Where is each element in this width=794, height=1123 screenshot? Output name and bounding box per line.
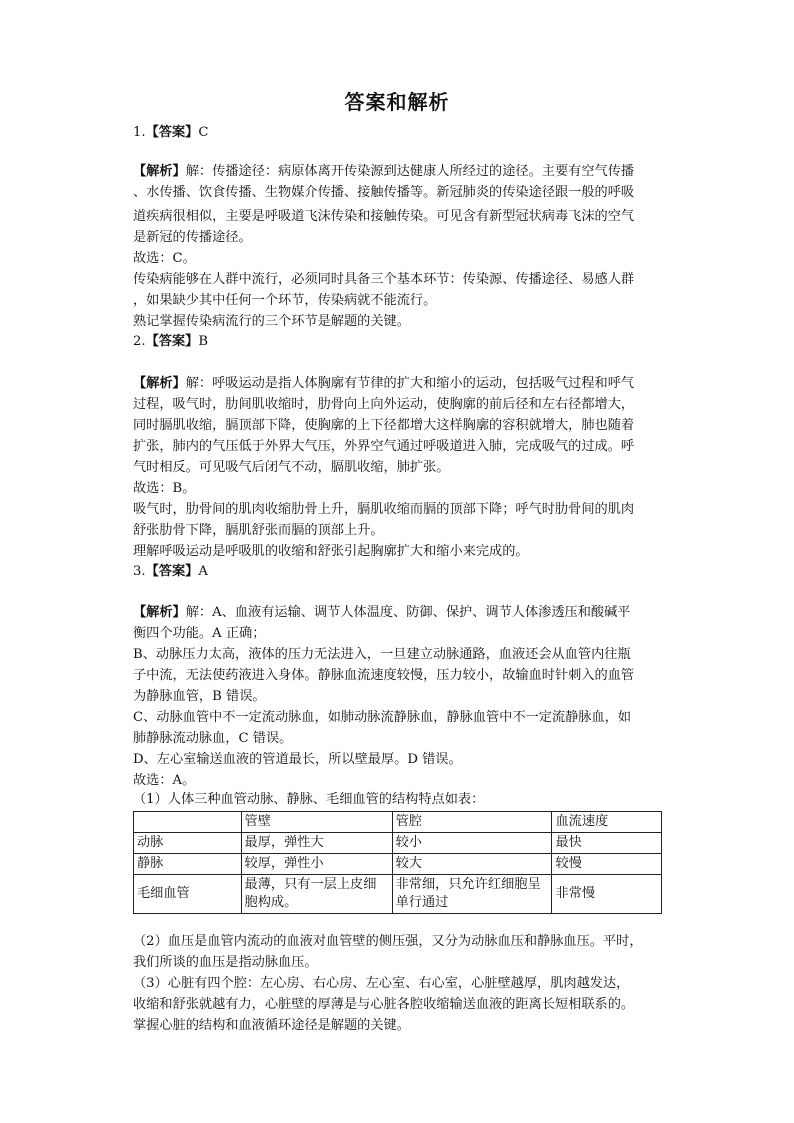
table-header-cell: 血流速度 <box>552 812 662 833</box>
q1-analysis-line-2: 、水传播、饮食传播、生物媒介传播、接触传播等。新冠肺炎的传染途径跟一般的呼吸 <box>133 185 635 200</box>
q3-table-caption: （1）人体三种血管动脉、静脉、毛细血管的结构特点如表： <box>133 792 485 807</box>
q2-answer: B <box>198 334 209 349</box>
table-cell: 非常慢 <box>552 875 662 914</box>
q1-answer-label: 【答案】 <box>145 125 199 140</box>
table-header-cell: 管腔 <box>392 812 552 833</box>
q1-summary: 熟记掌握传染病流行的三个环节是解题的关键。 <box>133 314 410 329</box>
q2-analysis-line-7: 吸气时，肋骨间的肌肉收缩肋骨上升，膈肌收缩而膈的顶部下降；呼气时肋骨间的肌肉 <box>133 502 635 517</box>
q3-summary: 掌握心脏的结构和血液循环途径是解题的关键。 <box>133 1018 410 1033</box>
q2-choice: 故选：B。 <box>133 481 196 496</box>
table-cell: 最厚，弹性大 <box>241 833 392 854</box>
q3-note-3-line-2: 收缩和舒张就越有力，心脏壁的厚薄是与心脏各腔收缩输送血液的距离长短相联系的。 <box>133 997 635 1012</box>
table-cell: 毛细血管 <box>134 875 242 914</box>
vessel-comparison-table <box>133 811 662 914</box>
q2-analysis-line-4: 扩张，肺内的气压低于外界大气压，外界空气通过呼吸道进入肺，完成吸气的过成。呼 <box>133 439 635 454</box>
q2-answer-line <box>133 333 208 351</box>
q3-analysis-line-1 <box>133 604 630 622</box>
table-row <box>134 854 662 875</box>
q1-answer-line <box>133 124 208 142</box>
q3-note-2-line-1: （2）血压是血管内流动的血液对血管壁的侧压强，又分为动脉血压和静脉血压。平时， <box>133 934 643 949</box>
table-cell: 较厚，弹性小 <box>241 854 392 875</box>
page-title: 答案和解析 <box>344 90 450 114</box>
table-header-row <box>134 812 662 833</box>
q3-answer-label: 【答案】 <box>145 564 199 579</box>
q1-choice: 故选：C。 <box>133 251 196 266</box>
table-cell: 动脉 <box>134 833 242 854</box>
q2-text: 解：呼吸运动是指人体胸廓有节律的扩大和缩小的运动，包括吸气过程和呼气 <box>185 376 635 391</box>
table-header-cell <box>134 812 242 833</box>
q3-note-3-line-1: （3）心脏有四个腔：左心房、右心房、左心室、右心室，心脏壁越厚，肌肉越发达， <box>133 976 630 991</box>
q1-analysis-line-6: 传染病能够在人群中流行，必须同时具备三个基本环节：传染源、传播途径、易感人群 <box>133 272 635 287</box>
q3-analysis-line-4: 子中流，无法使药液进入身体。静脉血流速度较慢，压力较小，故输血时针刺入的血管 <box>133 668 635 683</box>
table-cell: 最快 <box>552 833 662 854</box>
q1-analysis-line-3: 道疾病很相似，主要是呼吸道飞沫传染和接触传染。可见含有新型冠状病毒飞沫的空气 <box>133 209 635 224</box>
q1-number: 1. <box>133 125 146 140</box>
q1-answer: C <box>198 125 209 140</box>
q3-analysis-line-2: 衡四个功能。A 正确； <box>133 626 266 641</box>
q2-analysis-line-8: 舒张肋骨下降，膈肌舒张而膈的顶部上升。 <box>133 523 384 538</box>
table-cell: 非常细，只允许红细胞呈单行通过 <box>392 875 552 914</box>
table-row <box>134 875 662 914</box>
q1-text: 解：传播途径：病原体离开传染源到达健康人所经过的途径。主要有空气传播 <box>185 164 635 179</box>
q1-analysis-line-7: ，如果缺少其中任何一个环节，传染病就不能流行。 <box>133 293 437 308</box>
q3-number: 3. <box>133 564 146 579</box>
q2-analysis-line-2: 过程，吸气时，肋间肌收缩时，肋骨向上向外运动，使胸廓的前后径和左右径都增大， <box>133 397 635 412</box>
q1-analysis-label: 【解析】 <box>133 164 186 179</box>
q3-analysis-line-7: 肺静脉流动脉血，C 错误。 <box>133 731 293 746</box>
q2-analysis-line-5: 气时相反。可见吸气后闭气不动，膈肌收缩，肺扩张。 <box>133 460 450 475</box>
table-cell: 最薄，只有一层上皮细胞构成。 <box>241 875 392 914</box>
table-header-cell: 管壁 <box>241 812 392 833</box>
q3-analysis-line-8: D、左心室输送血液的管道最长，所以壁最厚。D 错误。 <box>133 752 462 767</box>
table-cell: 静脉 <box>134 854 242 875</box>
q2-number: 2. <box>133 334 146 349</box>
q2-analysis-line-3: 同时膈肌收缩，膈顶部下降，使胸廓的上下径都增大这样胸廓的容积就增大，肺也随着 <box>133 418 635 433</box>
table-row <box>134 833 662 854</box>
q1-analysis-line-4: 是新冠的传播途径。 <box>133 230 252 245</box>
table-cell: 较慢 <box>552 854 662 875</box>
q3-analysis-line-3: B、动脉压力太高，液体的压力无法进入，一旦建立动脉通路，血液还会从血管内往瓶 <box>133 647 631 662</box>
q3-analysis-label: 【解析】 <box>133 605 186 620</box>
q3-analysis-line-5: 为静脉血管，B 错误。 <box>133 689 266 704</box>
q3-choice: 故选：A。 <box>133 773 196 788</box>
q2-answer-label: 【答案】 <box>145 334 199 349</box>
table-cell: 较小 <box>392 833 552 854</box>
q2-summary: 理解呼吸运动是呼吸肌的收缩和舒张引起胸廓扩大和缩小来完成的。 <box>133 544 529 559</box>
q3-note-2-line-2: 我们所谈的血压是指动脉血压。 <box>133 955 318 970</box>
q3-text: 解：A、血液有运输、调节人体温度、防御、保护、调节人体渗透压和酸碱平 <box>185 605 631 620</box>
q1-analysis-line-1 <box>133 163 634 181</box>
q2-analysis-line-1 <box>133 375 634 393</box>
q2-analysis-label: 【解析】 <box>133 376 186 391</box>
q3-answer: A <box>198 564 208 579</box>
q3-analysis-line-6: C、动脉血管中不一定流动脉血，如肺动脉流静脉血，静脉血管中不一定流静脉血，如 <box>133 710 632 725</box>
q3-answer-line <box>133 563 208 581</box>
table-cell: 较大 <box>392 854 552 875</box>
